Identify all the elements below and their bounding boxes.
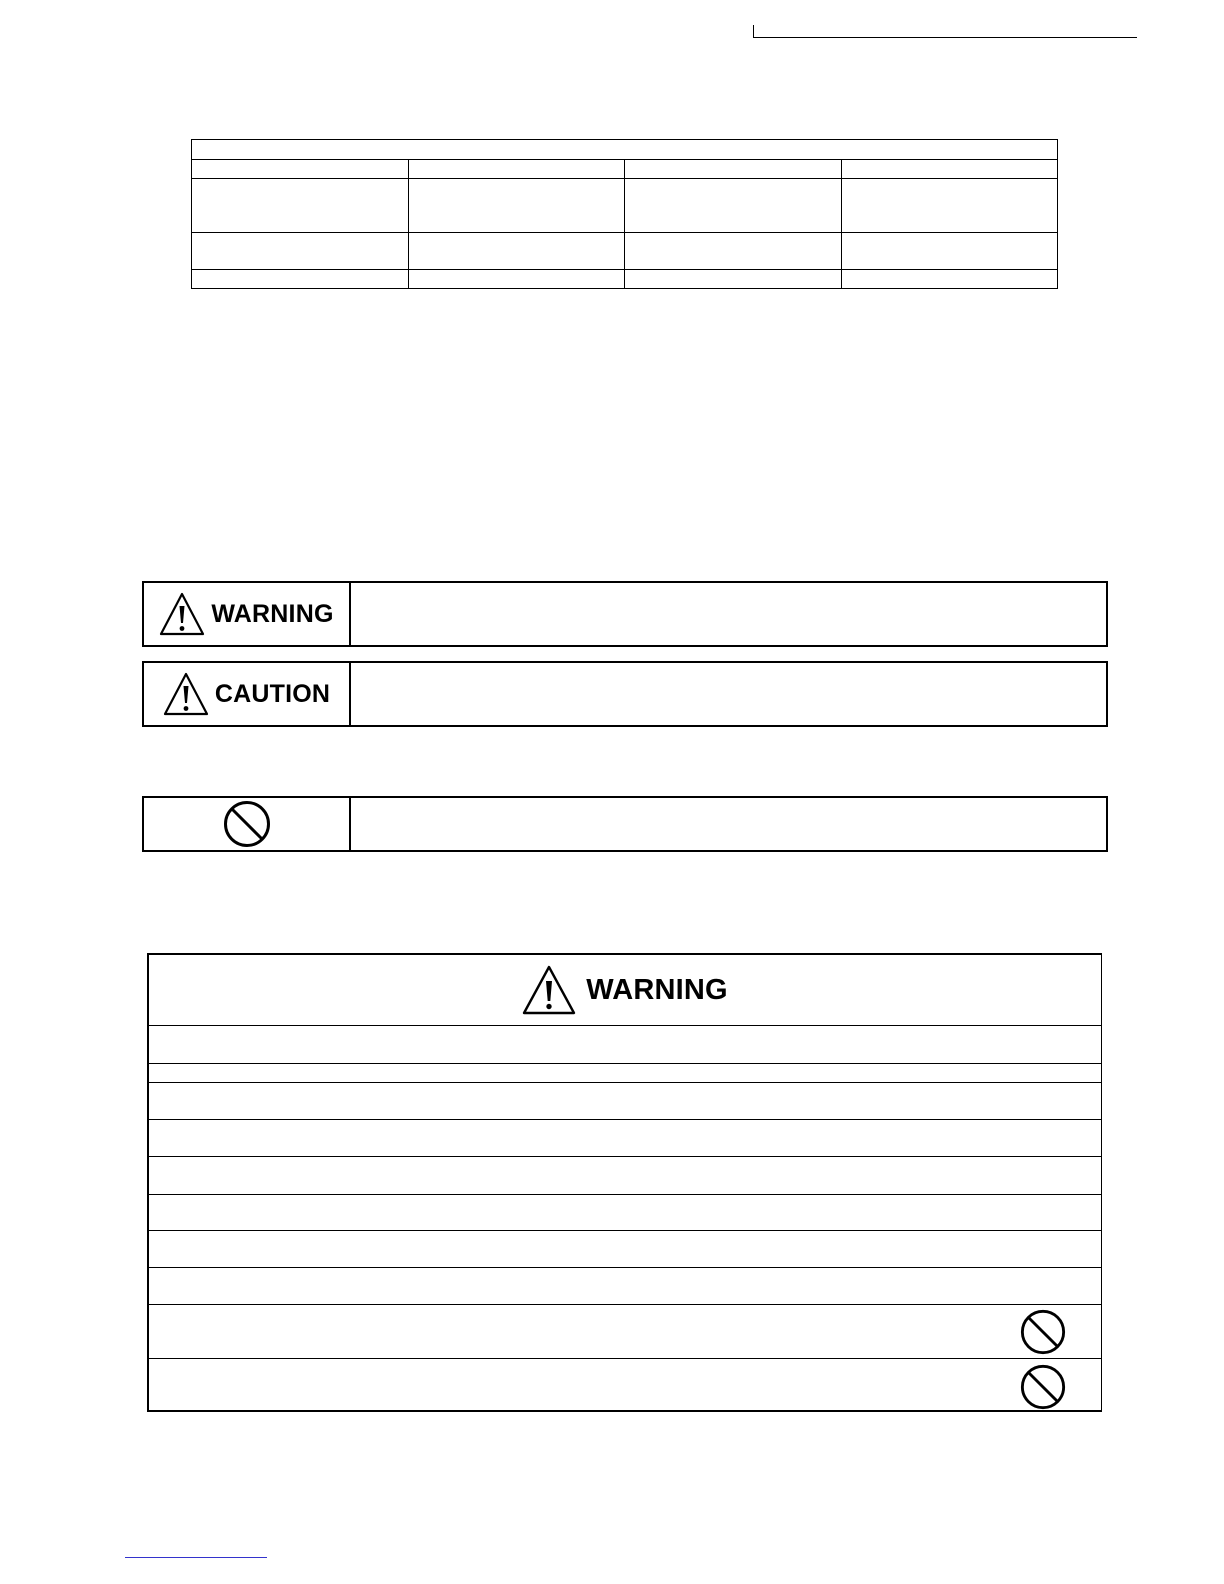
table-cell: [408, 179, 625, 233]
prohibited-circle-icon: [222, 799, 272, 849]
warning-triangle-icon: [159, 592, 205, 636]
table-cell: [625, 270, 842, 289]
table-cell: [841, 160, 1058, 179]
table-row: [192, 179, 1058, 233]
warning-legend-symbol: [144, 583, 351, 645]
table-row: [149, 1268, 1101, 1305]
table-row: [192, 160, 1058, 179]
prohibited-legend-symbol: [144, 798, 351, 850]
table-cell: [192, 179, 409, 233]
table-row: [192, 270, 1058, 289]
header-rule-tick: [753, 25, 754, 37]
header-rule: [753, 37, 1137, 38]
caution-legend-label: CAUTION: [214, 679, 331, 708]
warning-triangle-icon: [163, 672, 209, 716]
table-cell: [192, 140, 1058, 160]
table-cell: [841, 233, 1058, 270]
table-row: [149, 1157, 1101, 1195]
table-row: [149, 1120, 1101, 1157]
prohibited-legend-box: [142, 796, 1108, 852]
caution-legend-symbol: [144, 663, 351, 725]
table-row: [149, 1195, 1101, 1231]
table-cell: [192, 233, 409, 270]
footer-link[interactable]: [125, 1557, 267, 1558]
prohibited-circle-icon: [1019, 1363, 1067, 1411]
table-row: [149, 1231, 1101, 1268]
warning-legend-box: [142, 581, 1108, 647]
table-cell: [192, 270, 409, 289]
table-row: [192, 140, 1058, 160]
warning-table-title: WARNING: [586, 973, 728, 1006]
table-row: [149, 1359, 1101, 1412]
table-row: [149, 1305, 1101, 1359]
table-cell: [192, 160, 409, 179]
table-cell: [408, 270, 625, 289]
warning-triangle-icon: [522, 965, 576, 1015]
table-row: [149, 1026, 1101, 1064]
spec-table: [191, 139, 1058, 289]
table-row: [149, 1083, 1101, 1120]
table-cell: [841, 270, 1058, 289]
table-cell: [625, 160, 842, 179]
table-row: [149, 1064, 1101, 1083]
table-cell: [408, 160, 625, 179]
prohibited-circle-icon: [1019, 1308, 1067, 1356]
table-row: [192, 233, 1058, 270]
warning-legend-label: WARNING: [211, 599, 334, 628]
caution-legend-box: [142, 661, 1108, 727]
table-cell: [625, 179, 842, 233]
warning-table-header: [149, 955, 1101, 1026]
table-cell: [841, 179, 1058, 233]
table-cell: [625, 233, 842, 270]
warning-precautions-table: [147, 953, 1102, 1412]
table-cell: [408, 233, 625, 270]
